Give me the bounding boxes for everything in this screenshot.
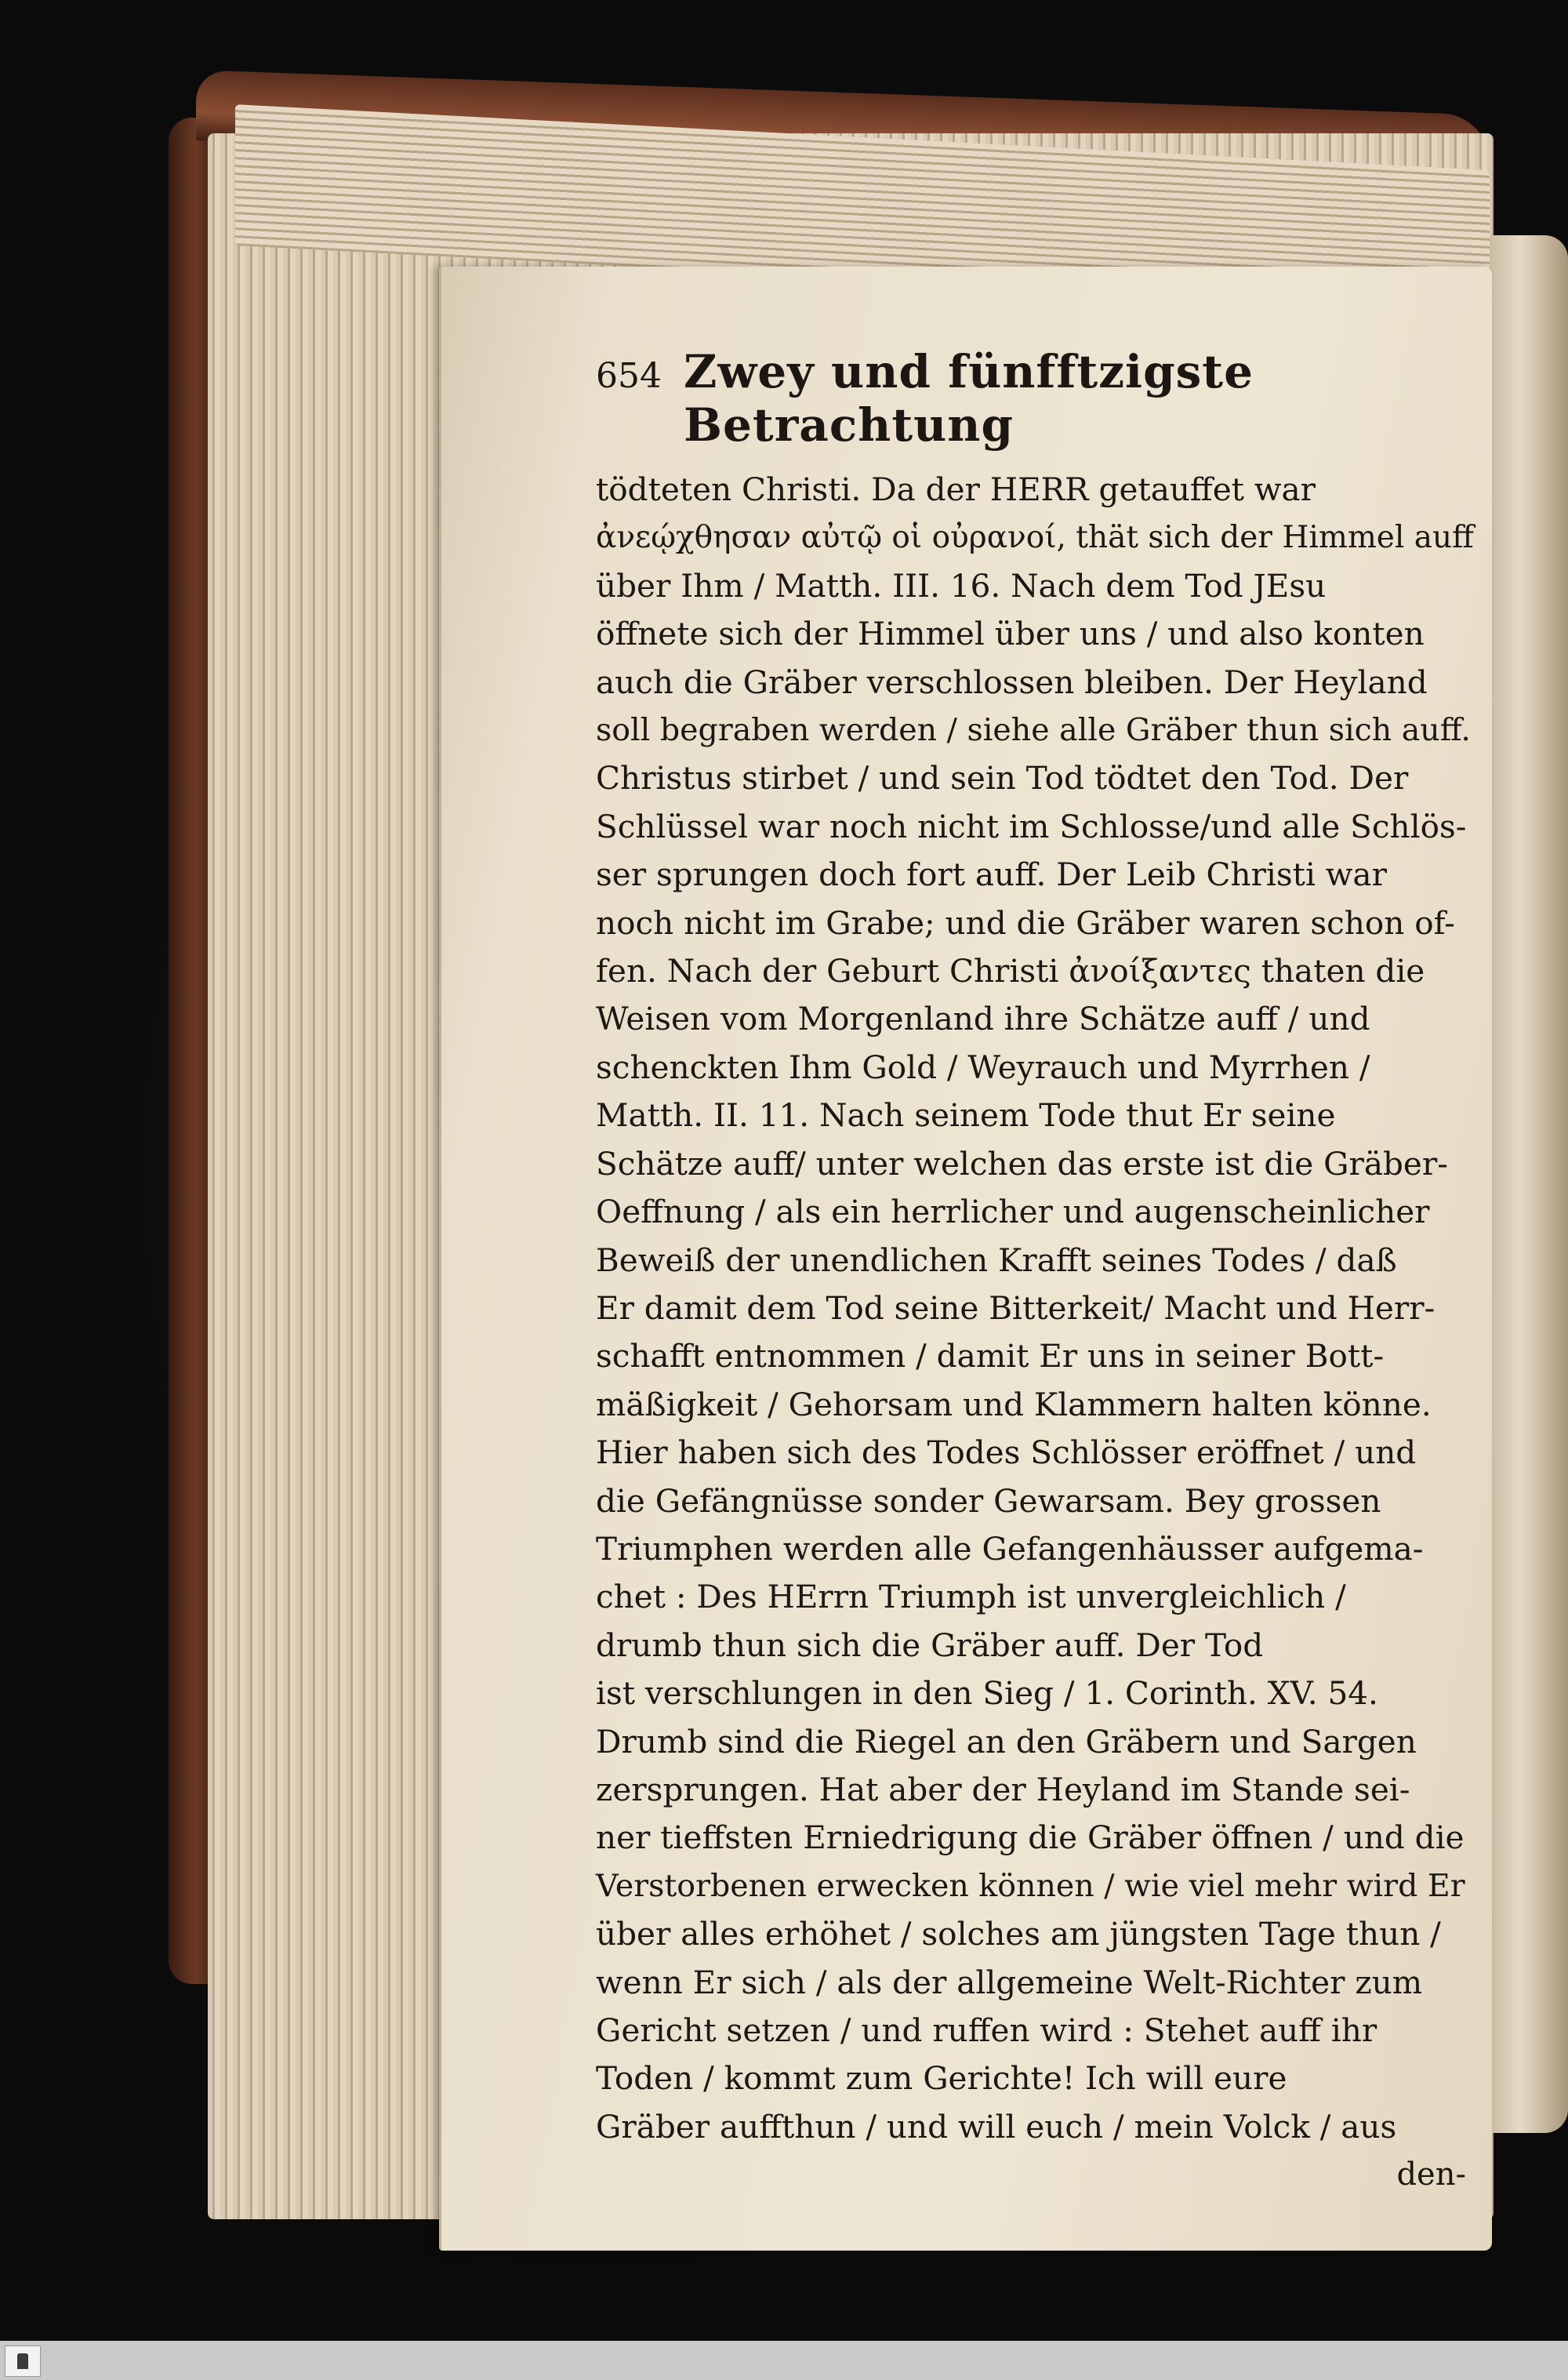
- text-line: Verstorbenen erwecken können / wie viel mehr wird Er: [596, 1867, 1465, 1904]
- text-line: zersprungen. Hat aber der Heyland im Stande sei-: [596, 1770, 1410, 1808]
- text-line: Oeffnung / als ein herrlicher und augenscheinlicher: [596, 1193, 1430, 1231]
- text-line: Triumphen werden alle Gefangenhäusser aufgema-: [596, 1529, 1424, 1568]
- text-line: Christus stirbet / und sein Tod tödtet den Tod. Der: [596, 759, 1409, 798]
- text-line: Er damit dem Tod seine Bitterkeit/ Macht und Herr-: [596, 1288, 1436, 1327]
- text-line: Schätze auff/ unter welchen das erste ist die Gräber-: [596, 1144, 1448, 1183]
- text-line: auch die Gräber verschlossen bleiben. Der Heyland: [596, 663, 1428, 701]
- text-line: tödteten Christi. Da der HERR getauffet war: [596, 471, 1316, 508]
- text-line: Toden / kommt zum Gerichte! Ich will eure: [596, 2059, 1287, 2098]
- text-line: mäßigkeit / Gehorsam und Klammern halten könne.: [596, 1385, 1432, 1423]
- library-logo-icon: [5, 2345, 41, 2377]
- text-line: Matth. II. 11. Nach seinem Tode thut Er seine: [596, 1096, 1336, 1135]
- text-line: ist verschlungen in den Sieg / 1. Corinth. XV. 54.: [596, 1674, 1378, 1713]
- text-line: noch nicht im Grabe; und die Gräber waren schon of-: [596, 903, 1455, 942]
- running-title: Zwey und fünfftzigste Betrachtung: [683, 345, 1254, 452]
- facing-page-edge: [1490, 235, 1568, 2133]
- text-line: ser sprungen doch fort auff. Der Leib Christi war: [596, 856, 1387, 894]
- text-line: wenn Er sich / als der allgemeine Welt-Richter zum: [596, 1963, 1423, 2001]
- text-line: Gräber auffthun / und will euch / mein Volck / aus: [596, 2107, 1397, 2146]
- text-line: schafft entnommen / damit Er uns in seiner Bott-: [596, 1337, 1385, 1375]
- text-line: Drumb sind die Riegel an den Gräbern und Sargen: [596, 1722, 1417, 1760]
- text-line: soll begraben werden / siehe alle Gräber thun sich auff.: [596, 712, 1471, 749]
- text-line: chet : Des HErrn Triumph ist unvergleichlich /: [596, 1578, 1346, 1616]
- text-line: fen. Nach der Geburt Christi ἀνοίξαντες thaten die: [596, 952, 1425, 990]
- text-line: öffnete sich der Himmel über uns / und also konten: [596, 615, 1425, 653]
- page-header: [596, 345, 1474, 452]
- text-line: Gericht setzen / und ruffen wird : Stehet auff ihr: [596, 2011, 1377, 2049]
- page-number: 654: [596, 356, 662, 396]
- page-text-block: [596, 345, 1474, 2198]
- text-line: über alles erhöhet / solches am jüngsten Tage thun /: [596, 1915, 1441, 1953]
- text-line: Schlüssel war noch nicht im Schlosse/und alle Schlös-: [596, 807, 1467, 845]
- text-line: schenckten Ihm Gold / Weyrauch und Myrrhen /: [596, 1048, 1370, 1086]
- catchword: den-: [1396, 2157, 1466, 2193]
- text-line: Beweiß der unendlichen Krafft seines Todes / daß: [596, 1241, 1397, 1279]
- body-text: [596, 466, 1474, 2151]
- text-line: die Gefängnüsse sonder Gewarsam. Bey grossen: [596, 1481, 1381, 1520]
- viewer-footer-bar: [0, 2341, 1568, 2380]
- text-line: ἀνεῴχθησαν αὐτῷ οἱ οὐρανοί, thät sich der Himmel auff: [596, 520, 1474, 556]
- text-line: drumb thun sich die Gräber auff. Der Tod: [596, 1626, 1264, 1664]
- text-line: über Ihm / Matth. III. 16. Nach dem Tod JEsu: [596, 566, 1327, 605]
- text-line: ner tieffsten Erniedrigung die Gräber öffnen / und die: [596, 1819, 1465, 1857]
- text-line: Weisen vom Morgenland ihre Schätze auff / und: [596, 1000, 1370, 1038]
- text-line: Hier haben sich des Todes Schlösser eröffnet / und: [596, 1433, 1417, 1472]
